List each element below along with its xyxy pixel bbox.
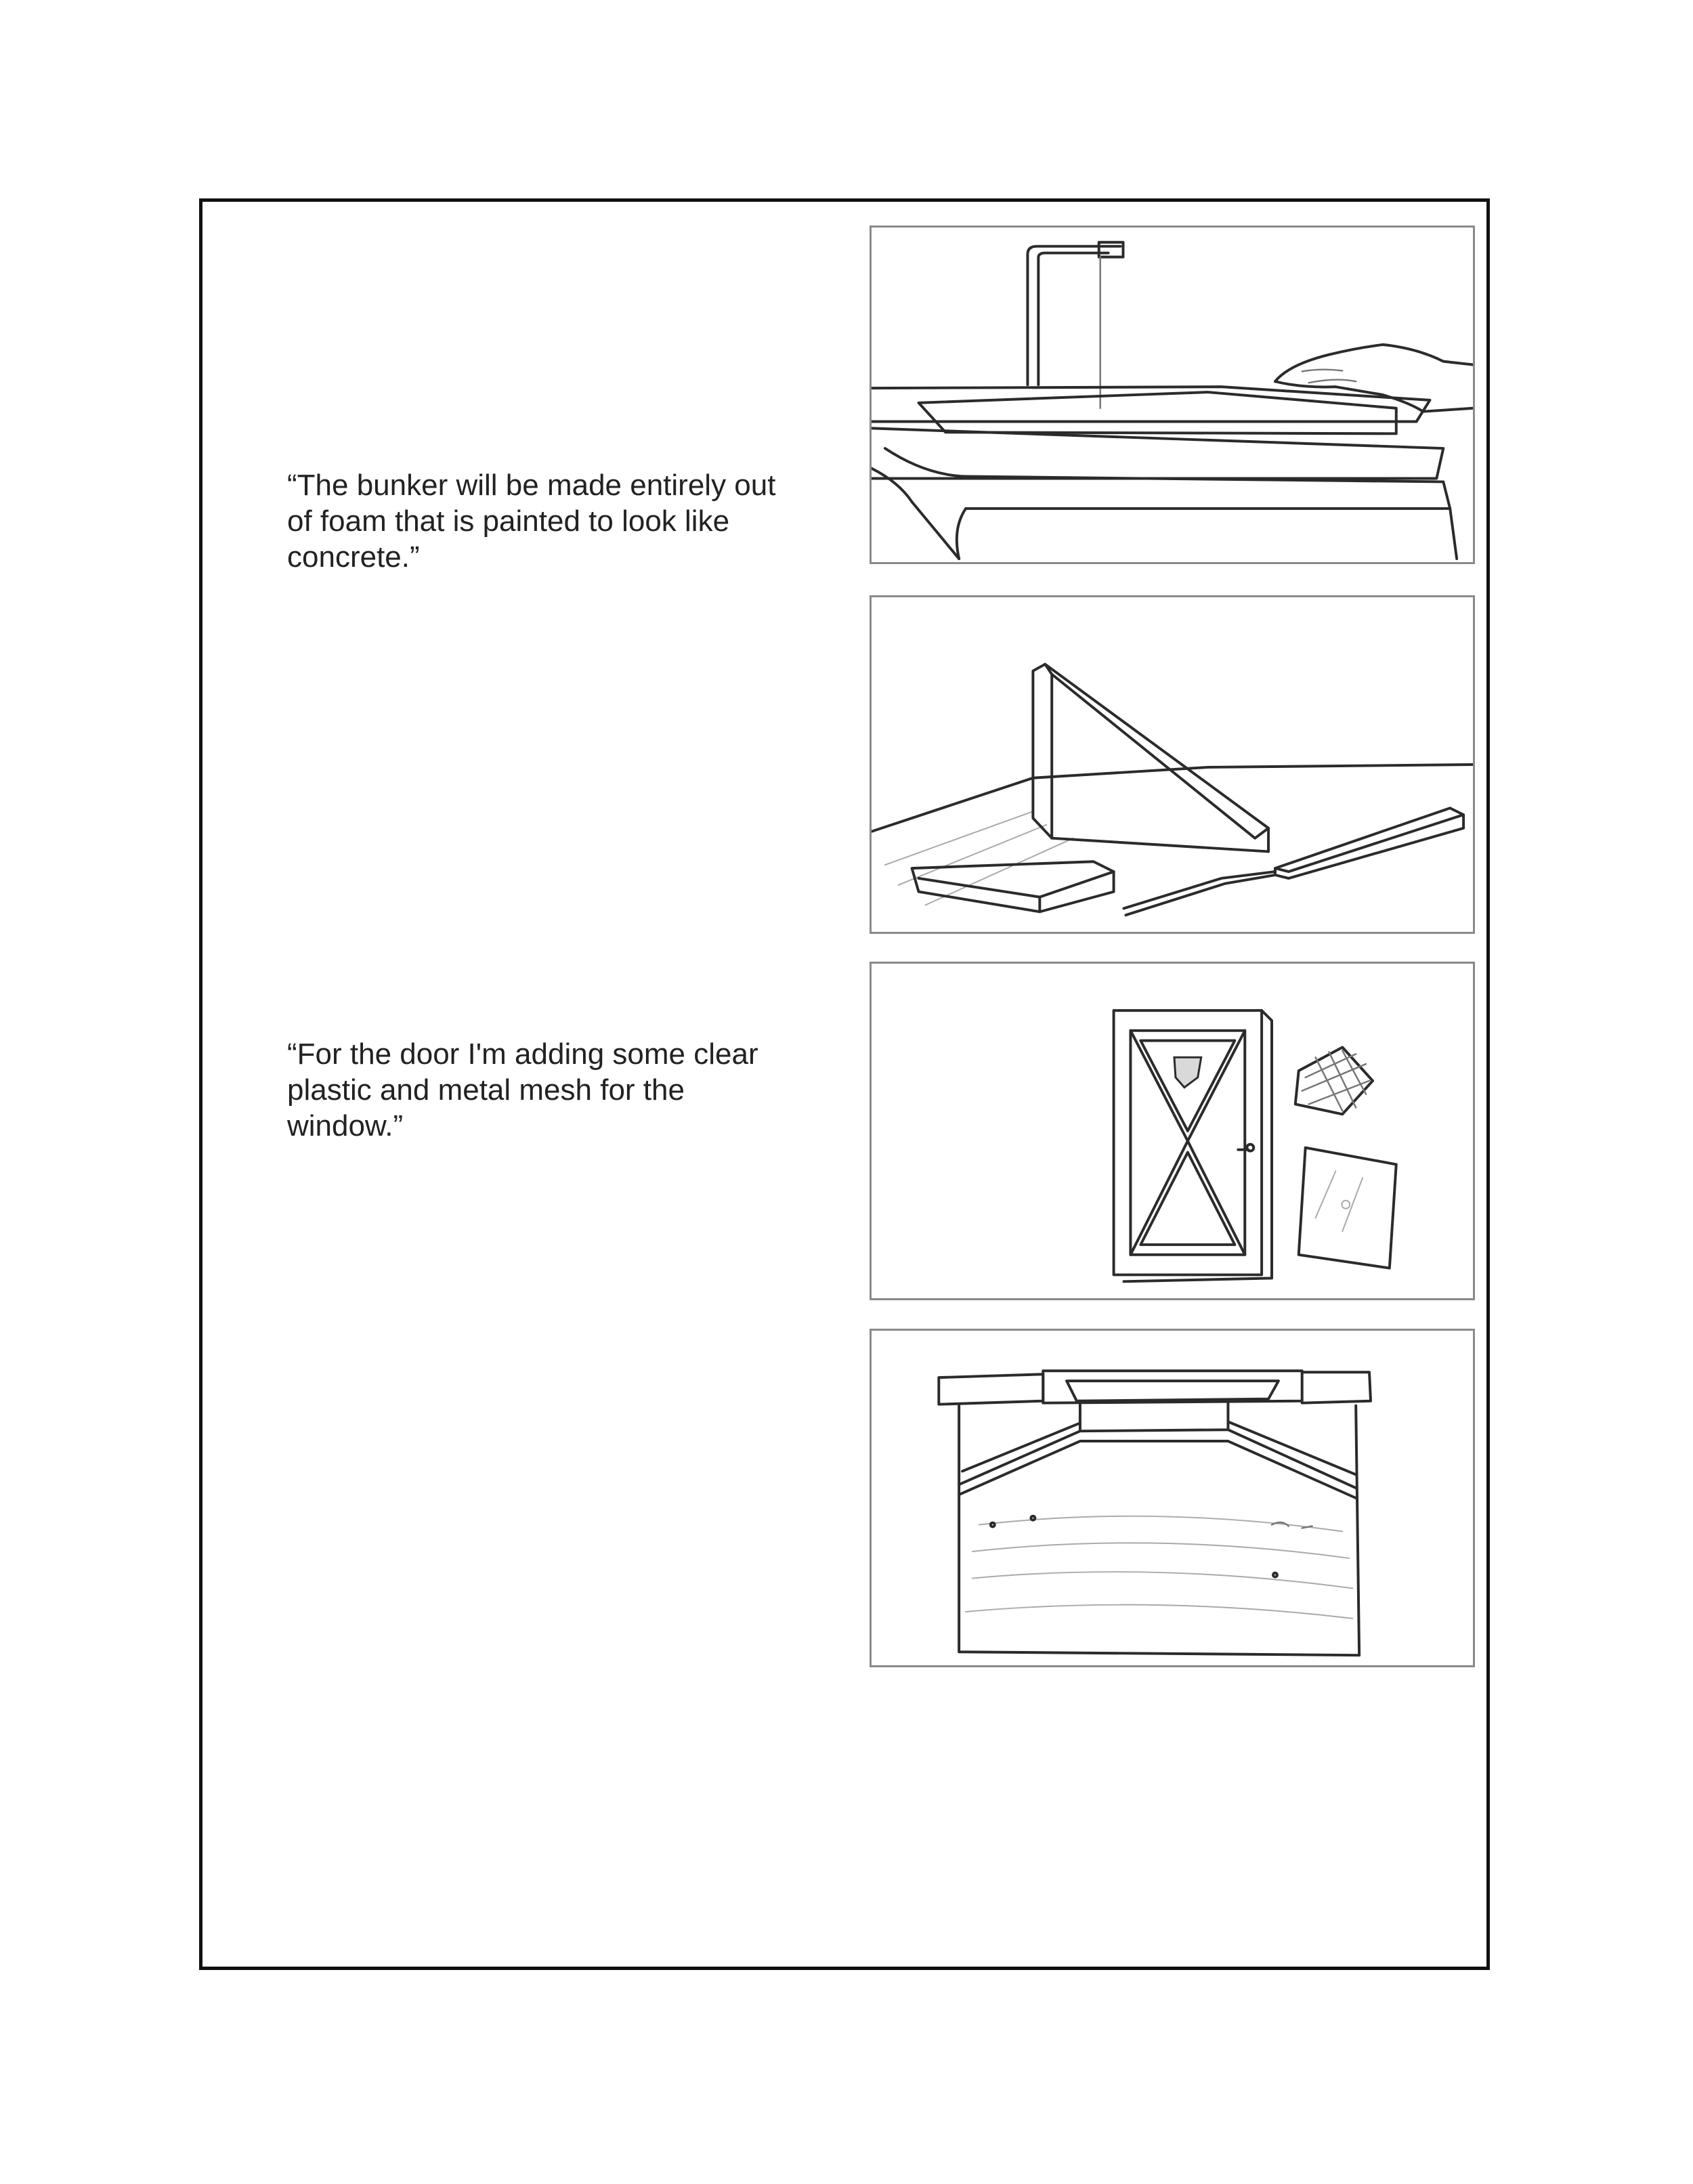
storyboard-panel-1: [870, 226, 1475, 564]
caption-door-window: “For the door I'm adding some clear plastic and metal mesh for the window.”: [287, 1037, 758, 1142]
storyboard-panel-3: [870, 962, 1475, 1300]
storyboard-panel-4: [870, 1329, 1475, 1667]
bunker-front-sketch-icon: [872, 1331, 1473, 1665]
foam-wedge-pieces-sketch-icon: [872, 597, 1473, 932]
foam-cutter-sketch-icon: [872, 228, 1473, 562]
caption-bunker-foam: “The bunker will be made entirely out of foam that is painted to look like concrete.”: [287, 469, 776, 574]
storyboard-panel-2: [870, 595, 1475, 934]
door-and-window-materials-sketch-icon: [872, 964, 1473, 1298]
